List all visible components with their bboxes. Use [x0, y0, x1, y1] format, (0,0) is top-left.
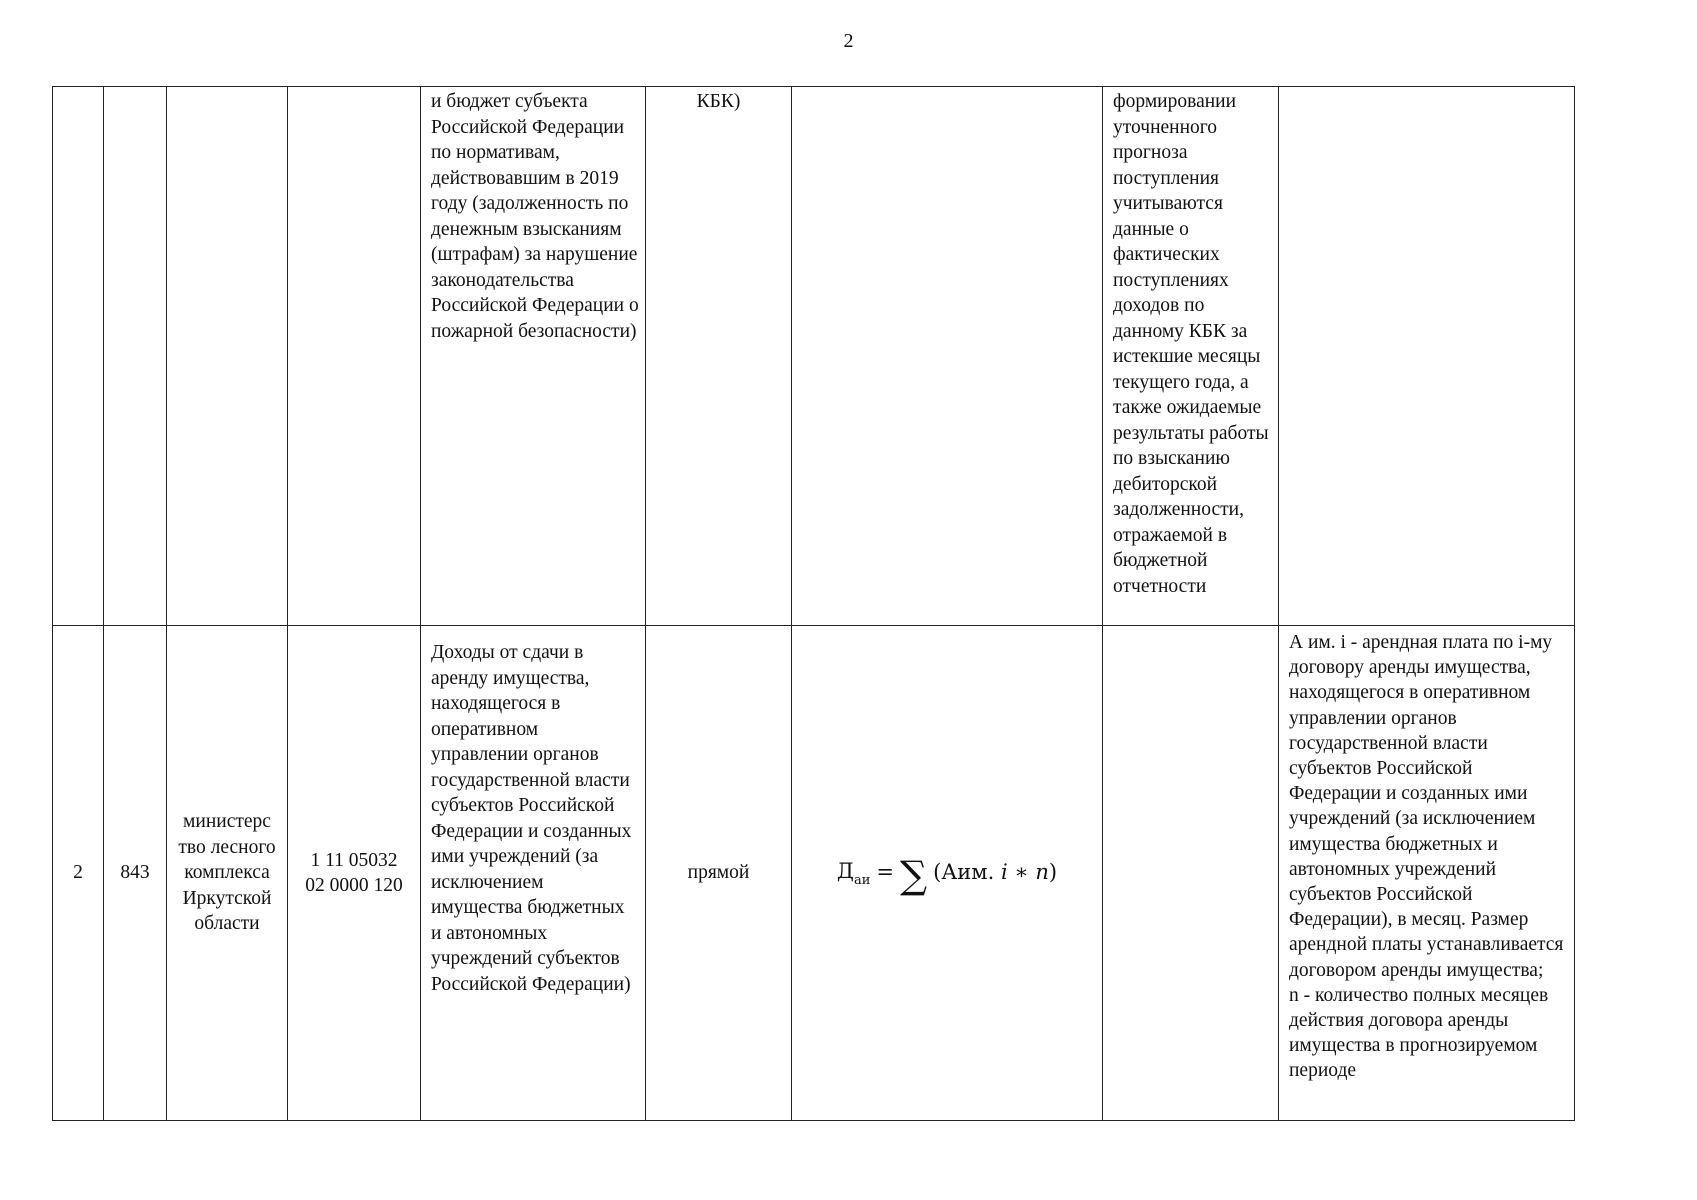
code-cell	[104, 87, 167, 626]
formula-cell	[792, 626, 1103, 1121]
formula-equals: =	[876, 860, 895, 885]
kbk-line-1: 1 11 05032	[310, 849, 398, 871]
administrator-text: министерс тво лесного комплекса Иркутской области	[178, 811, 276, 935]
formula-open: (Аим.	[933, 860, 995, 885]
administrator-cell	[167, 87, 288, 626]
revenue-forecast-table	[52, 86, 1575, 1121]
table-row	[53, 87, 1575, 626]
comment-cell	[1103, 626, 1279, 1121]
comment-cell: формировании уточненного прогноза поступления учитываются данные о фактических поступлениях доходов по данному КБК за истекшие месяцы текущего года, а также ожидаемые результаты работы по взысканию дебиторской задолженности, отражаемой в бюджетной отчетности	[1103, 87, 1279, 626]
formula-var-i: i	[1000, 860, 1008, 885]
legend-n-text: n - количество полных месяцев действия договора аренды имущества в прогнозируемом периоде	[1289, 984, 1549, 1082]
kbk-line-2: 02 0000 120	[305, 875, 403, 896]
legend-cell	[1279, 87, 1575, 626]
legend-aim-text: А им. i - арендная плата по i-му договору аренды имущества, находящегося в оперативном управлении органов государственной власти субъектов Российской Федерации и созданных ими учреждений (за исключением имущества бюджетных и автономных учреждений субъектов Российской Федерации), в месяц. Размер арендной платы устанавливается договором аренды имущества;	[1289, 632, 1564, 981]
formula-var-n: n	[1035, 860, 1049, 885]
income-name-cell: и бюджет субъекта Российской Федерации по нормативам, действовавшим в 2019 году (задолженность по денежным взысканиям (штрафам) за нарушение законодательства Российской Федерации о пожарной безопасности)	[421, 87, 646, 626]
code-cell: 843	[104, 626, 167, 1121]
formula-lhs: Д	[836, 858, 854, 883]
row-number-cell	[53, 87, 104, 626]
page-number: 2	[843, 30, 854, 52]
table-row	[53, 626, 1575, 1121]
formula-times: ∗	[1014, 860, 1029, 885]
income-name-cell: Доходы от сдачи в аренду имущества, находящегося в оперативном управлении органов государственной власти субъектов Российской Федерации и созданных ими учреждений (за исключением имущества бюджетных и автономных учреждений субъектов Российской Федерации)	[421, 626, 646, 1121]
administrator-cell	[167, 626, 288, 1121]
sigma-icon: ∑	[900, 853, 928, 897]
method-cell: КБК)	[646, 87, 792, 626]
row-number-cell: 2	[53, 626, 104, 1121]
calculation-formula	[836, 853, 1058, 897]
formula-cell	[792, 87, 1103, 626]
kbk-cell	[288, 626, 421, 1121]
kbk-cell	[288, 87, 421, 626]
legend-cell	[1279, 626, 1575, 1121]
formula-lhs-subscript: аи	[854, 872, 871, 888]
formula-close: )	[1048, 860, 1058, 885]
method-cell: прямой	[646, 626, 792, 1121]
